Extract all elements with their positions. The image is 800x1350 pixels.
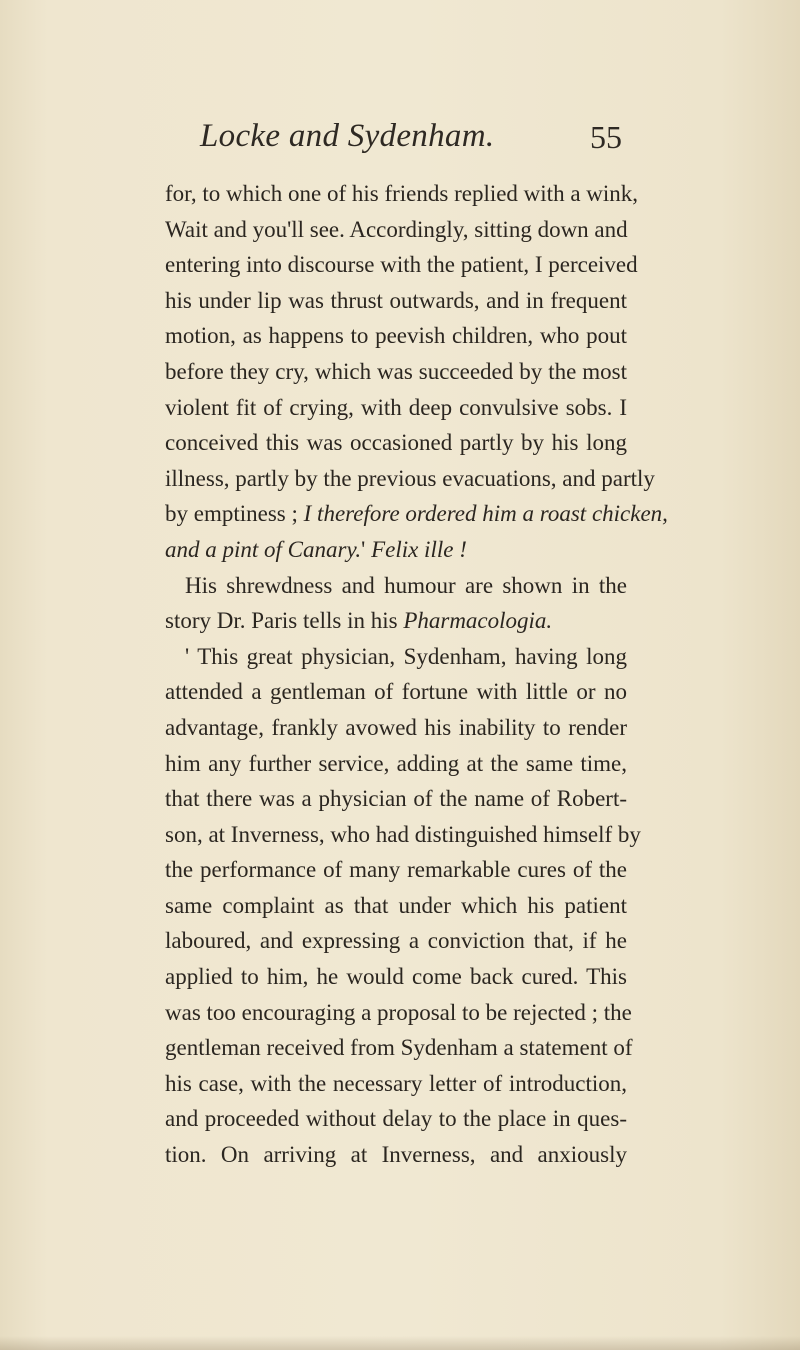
text-line: that there was a physician of the name of Robert- — [165, 786, 627, 812]
text-line: before they cry, which was succeeded by the most — [165, 358, 627, 384]
paragraph-start: His shrewdness and humour are shown in the — [185, 572, 627, 598]
text-line: his case, with the necessary letter of introduction, — [165, 1070, 627, 1096]
page-bottom-edge — [0, 1336, 800, 1350]
text-line: applied to him, he would come back cured. This — [165, 964, 627, 990]
page-header — [0, 118, 800, 162]
text-line: motion, as happens to peevish children, who pout — [165, 323, 627, 349]
page-number: 55 — [590, 119, 622, 155]
text-line: attended a gentleman of fortune with little or no — [165, 679, 627, 705]
text-line: for, to which one of his friends replied with a wink, — [165, 181, 639, 206]
text-line: illness, partly by the previous evacuations, and partly — [165, 465, 655, 491]
italic-exclamation: Felix ille ! — [371, 536, 467, 562]
text-line: tion. On arriving at Inverness, and anxiously — [165, 1142, 627, 1168]
text-line: gentleman received from Sydenham a statement of — [165, 1035, 633, 1061]
text-line: story Dr. Paris tells in his Pharmacologia. — [165, 608, 553, 634]
text-line: advantage, frankly avowed his inability to render — [165, 714, 627, 740]
text-line: same complaint as that under which his patient — [165, 892, 627, 918]
paragraph-start: ' This great physician, Sydenham, having long — [185, 643, 627, 669]
text-line: laboured, and expressing a conviction that, if he — [165, 928, 627, 954]
text-line: violent fit of crying, with deep convulsive sobs. I — [165, 394, 627, 420]
italic-quote: and a pint of Canary. — [165, 536, 362, 562]
text-line: by emptiness ; I therefore ordered him a roast chicken, — [165, 501, 668, 527]
body-text — [165, 176, 668, 1173]
text-line: was too encouraging a proposal to be rejected ; the — [165, 999, 632, 1025]
text-line: son, at Inverness, who had distinguished himself by — [165, 821, 641, 847]
text-line: his under lip was thrust outwards, and in frequent — [165, 287, 627, 313]
text-line: Wait and you'll see. Accordingly, sitting down and — [165, 216, 628, 242]
text-line: entering into discourse with the patient, I perceived — [165, 252, 638, 278]
text-line: and proceeded without delay to the place in ques- — [165, 1106, 627, 1132]
italic-quote: I therefore ordered him a roast chicken, — [303, 501, 668, 527]
book-title: Pharmacologia. — [403, 608, 553, 634]
running-title: Locke and Sydenham. — [200, 118, 495, 154]
text-line: and a pint of Canary.' Felix ille ! — [165, 536, 467, 562]
text-line: conceived this was occasioned partly by his long — [165, 430, 627, 456]
text-line: him any further service, adding at the same time, — [165, 750, 627, 776]
text-line: the performance of many remarkable cures of the — [165, 857, 627, 883]
